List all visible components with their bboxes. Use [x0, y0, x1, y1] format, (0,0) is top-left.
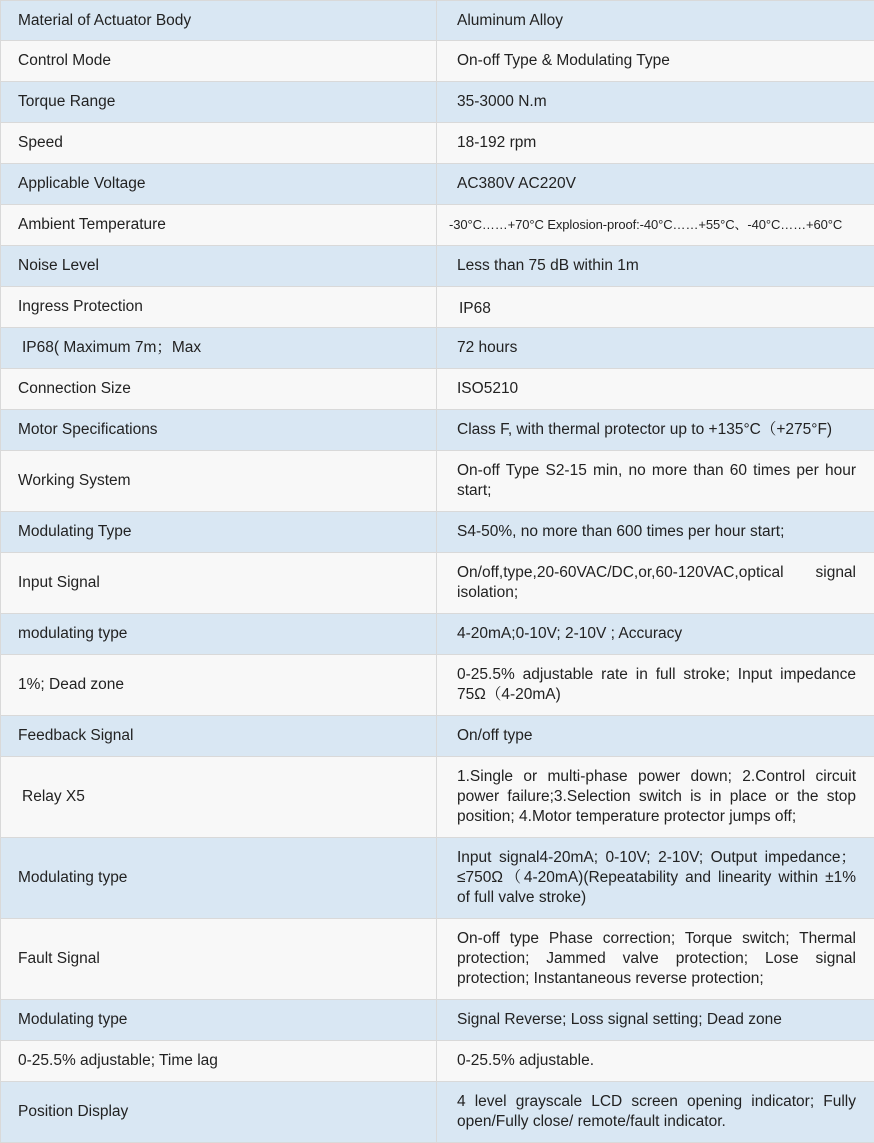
spec-value: 1.Single or multi-phase power down; 2.Control circuit power failure;3.Selection switch is in place or the stop position; 4.Motor temperature protector jumps off; [437, 757, 874, 838]
spec-value: Signal Reverse; Loss signal setting; Dead zone [437, 1000, 874, 1041]
spec-value: On-off Type & Modulating Type [437, 41, 874, 82]
spec-value: 4 level grayscale LCD screen opening indicator; Fully open/Fully close/ remote/fault indicator. [437, 1082, 874, 1143]
spec-label: Working System [1, 451, 437, 512]
table-row [1, 757, 874, 838]
spec-label: Applicable Voltage [1, 164, 437, 205]
table-row [1, 205, 874, 246]
spec-label: Input Signal [1, 553, 437, 614]
table-row [1, 655, 874, 716]
spec-label: Fault Signal [1, 919, 437, 1000]
spec-label: Modulating type [1, 1000, 437, 1041]
spec-value: -30°C……+70°C Explosion-proof:-40°C……+55°C、-40°C……+60°C [437, 205, 874, 246]
spec-value: AC380V AC220V [437, 164, 874, 205]
table-row [1, 410, 874, 451]
table-row [1, 1, 874, 41]
spec-label: 0-25.5% adjustable; Time lag [1, 1041, 437, 1082]
spec-label: Modulating Type [1, 512, 437, 553]
spec-value: On-off type Phase correction; Torque switch; Thermal protection; Jammed valve protection; Lose signal protection; Instantaneous reverse protection; [437, 919, 874, 1000]
spec-label: Position Display [1, 1082, 437, 1143]
table-row [1, 1000, 874, 1041]
spec-label: Noise Level [1, 246, 437, 287]
table-row [1, 614, 874, 655]
spec-label: Motor Specifications [1, 410, 437, 451]
spec-value: On/off,type,20-60VAC/DC,or,60-120VAC,optical signal isolation; [437, 553, 874, 614]
table-row [1, 246, 874, 287]
spec-label: Ingress Protection [1, 287, 437, 328]
spec-label: 1%; Dead zone [1, 655, 437, 716]
spec-value: 0-25.5% adjustable rate in full stroke; Input impedance 75Ω（4-20mA) [437, 655, 874, 716]
table-row [1, 164, 874, 205]
spec-value: 18-192 rpm [437, 123, 874, 164]
table-row [1, 1041, 874, 1082]
spec-label: Speed [1, 123, 437, 164]
spec-label: Ambient Temperature [1, 205, 437, 246]
spec-label: Connection Size [1, 369, 437, 410]
table-row [1, 41, 874, 82]
spec-value-text: IP68 [459, 295, 491, 319]
spec-value: On-off Type S2-15 min, no more than 60 times per hour start; [437, 451, 874, 512]
table-row [1, 1082, 874, 1143]
spec-label: IP68( Maximum 7m；Max [1, 328, 437, 369]
table-row [1, 919, 874, 1000]
spec-value: S4-50%, no more than 600 times per hour start; [437, 512, 874, 553]
table-row [1, 512, 874, 553]
table-row [1, 123, 874, 164]
spec-label: Torque Range [1, 82, 437, 123]
spec-value: On/off type [437, 716, 874, 757]
table-row [1, 716, 874, 757]
spec-value: 0-25.5% adjustable. [437, 1041, 874, 1082]
table-row [1, 328, 874, 369]
spec-value: ISO5210 [437, 369, 874, 410]
spec-label: Modulating type [1, 838, 437, 919]
spec-value: Less than 75 dB within 1m [437, 246, 874, 287]
spec-label: Feedback Signal [1, 716, 437, 757]
table-row [1, 287, 874, 328]
table-row [1, 838, 874, 919]
spec-label: Control Mode [1, 41, 437, 82]
spec-value: Input signal4-20mA; 0-10V; 2-10V; Output impedance；≤750Ω（4-20mA)(Repeatability and linearity within ±1% of full valve stroke) [437, 838, 874, 919]
spec-value: Aluminum Alloy [437, 1, 874, 41]
spec-value: 35-3000 N.m [437, 82, 874, 123]
table-row [1, 82, 874, 123]
table-row [1, 369, 874, 410]
spec-value [437, 287, 874, 328]
spec-label: Relay X5 [1, 757, 437, 838]
table-row [1, 553, 874, 614]
table-row [1, 451, 874, 512]
spec-value: Class F, with thermal protector up to +135°C（+275°F) [437, 410, 874, 451]
spec-value: 4-20mA;0-10V; 2-10V ; Accuracy [437, 614, 874, 655]
spec-label: Material of Actuator Body [1, 1, 437, 41]
spec-label: modulating type [1, 614, 437, 655]
spec-value: 72 hours [437, 328, 874, 369]
